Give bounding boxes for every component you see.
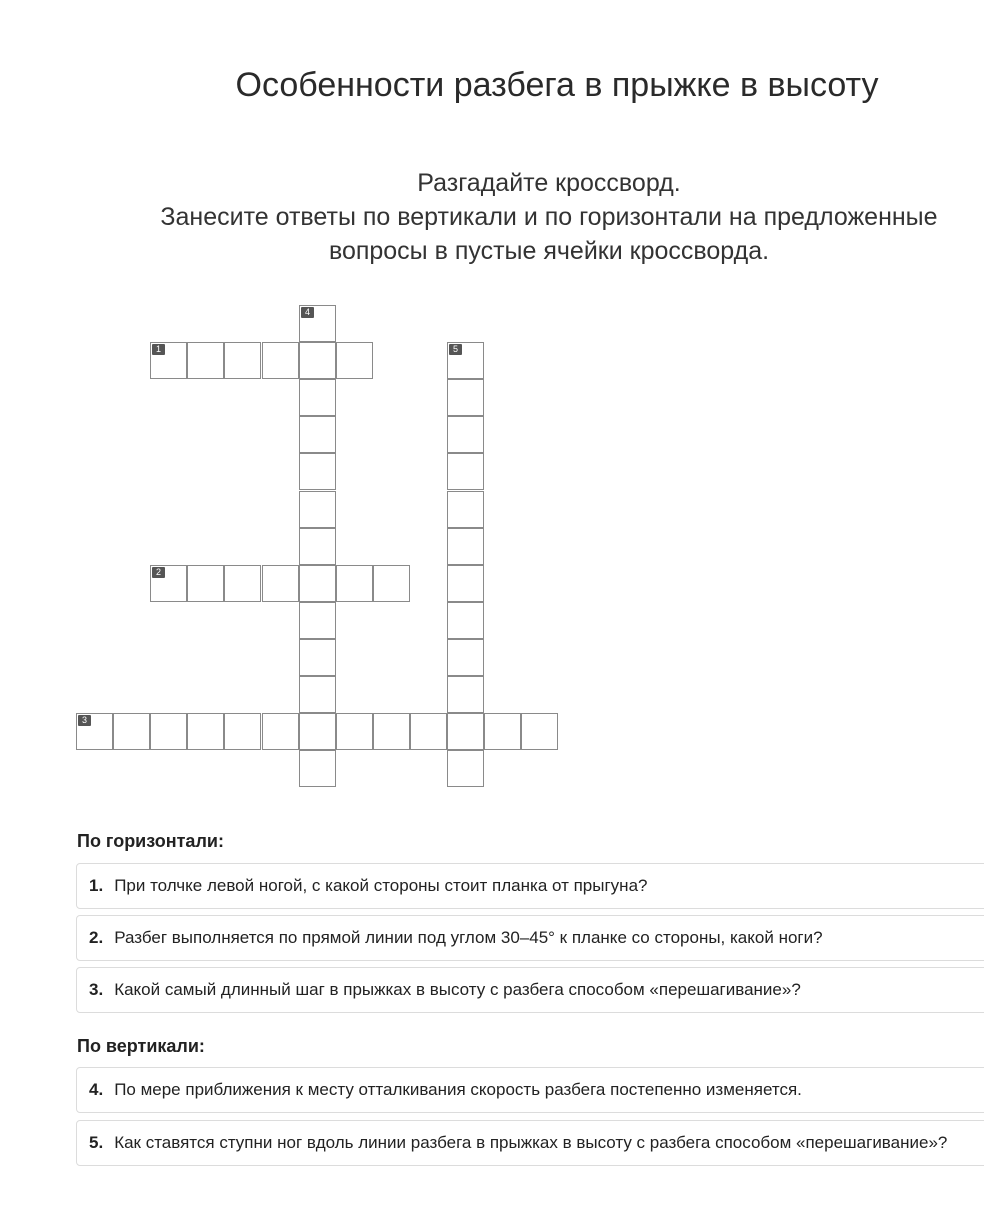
crossword-cell[interactable] [447, 750, 484, 787]
clue-text: Как ставятся ступни ног вдоль линии разбега в прыжках в высоту с разбега способом «перешагивание»? [114, 1133, 948, 1152]
clue-number: 4. [89, 1080, 104, 1099]
clue-number: 1. [89, 876, 104, 895]
crossword-cell[interactable] [262, 342, 299, 379]
crossword-clue-number: 1 [152, 344, 165, 355]
instructions-line-1: Разгадайте кроссворд. [417, 169, 681, 197]
crossword-cell[interactable] [447, 416, 484, 453]
crossword-cell[interactable] [299, 713, 336, 750]
crossword-clue-number: 2 [152, 567, 165, 578]
crossword-cell[interactable] [447, 379, 484, 416]
crossword-cell[interactable] [299, 491, 336, 528]
crossword-clue-number: 4 [301, 307, 314, 318]
crossword-cell[interactable] [113, 713, 150, 750]
down-clue-5 [76, 1120, 984, 1166]
crossword-cell[interactable] [262, 713, 299, 750]
crossword-cell[interactable] [447, 342, 484, 379]
crossword-cell[interactable] [187, 342, 224, 379]
crossword-cell[interactable] [447, 713, 484, 750]
across-clue-1 [76, 863, 984, 909]
instructions-line-3: вопросы в пустые ячейки кроссворда. [328, 237, 770, 265]
clue-text: Разбег выполняется по прямой линии под углом 30–45° к планке со стороны, какой ноги? [114, 928, 823, 947]
crossword-cell[interactable] [150, 565, 187, 602]
crossword-cell[interactable] [299, 750, 336, 787]
crossword-cell[interactable] [521, 713, 558, 750]
crossword-cell[interactable] [150, 713, 187, 750]
crossword-cell[interactable] [299, 416, 336, 453]
crossword-cell[interactable] [224, 342, 261, 379]
crossword-clue-number: 5 [449, 344, 462, 355]
crossword-cell[interactable] [76, 713, 113, 750]
crossword-cell[interactable] [447, 565, 484, 602]
crossword-cell[interactable] [447, 676, 484, 713]
clue-text: Какой самый длинный шаг в прыжках в высоту с разбега способом «перешагивание»? [114, 980, 801, 999]
instructions-line-2: Занесите ответы по вертикали и по горизонтали на предложенные [160, 203, 938, 231]
down-clue-4 [76, 1067, 984, 1113]
crossword-clue-number: 3 [78, 715, 91, 726]
crossword-cell[interactable] [447, 491, 484, 528]
crossword-cell[interactable] [224, 565, 261, 602]
crossword-cell[interactable] [447, 453, 484, 490]
down-heading: По вертикали: [77, 1036, 205, 1056]
crossword-cell[interactable] [299, 565, 336, 602]
crossword-cell[interactable] [373, 713, 410, 750]
clue-text: По мере приближения к месту отталкивания скорость разбега постепенно изменяется. [114, 1080, 802, 1099]
across-heading: По горизонтали: [77, 831, 224, 851]
crossword-cell[interactable] [150, 342, 187, 379]
clue-text: При толчке левой ногой, с какой стороны стоит планка от прыгуна? [114, 876, 648, 895]
clue-number: 3. [89, 980, 104, 999]
crossword-cell[interactable] [299, 379, 336, 416]
crossword-cell[interactable] [447, 528, 484, 565]
crossword-cell[interactable] [447, 602, 484, 639]
across-clue-2 [76, 915, 984, 961]
crossword-cell[interactable] [262, 565, 299, 602]
crossword-cell[interactable] [373, 565, 410, 602]
page-title: Особенности разбега в прыжке в высоту [235, 66, 879, 104]
across-clue-3 [76, 967, 984, 1013]
crossword-cell[interactable] [336, 565, 373, 602]
crossword-cell[interactable] [187, 713, 224, 750]
crossword-cell[interactable] [336, 342, 373, 379]
crossword-cell[interactable] [484, 713, 521, 750]
crossword-cell[interactable] [299, 305, 336, 342]
crossword-cell[interactable] [299, 453, 336, 490]
crossword-cell[interactable] [299, 639, 336, 676]
clue-number: 5. [89, 1133, 104, 1152]
clue-number: 2. [89, 928, 104, 947]
crossword-cell[interactable] [299, 528, 336, 565]
crossword-cell[interactable] [447, 639, 484, 676]
crossword-cell[interactable] [224, 713, 261, 750]
crossword-cell[interactable] [410, 713, 447, 750]
crossword-cell[interactable] [299, 342, 336, 379]
crossword-cell[interactable] [336, 713, 373, 750]
crossword-cell[interactable] [187, 565, 224, 602]
crossword-cell[interactable] [299, 676, 336, 713]
crossword-cell[interactable] [299, 602, 336, 639]
